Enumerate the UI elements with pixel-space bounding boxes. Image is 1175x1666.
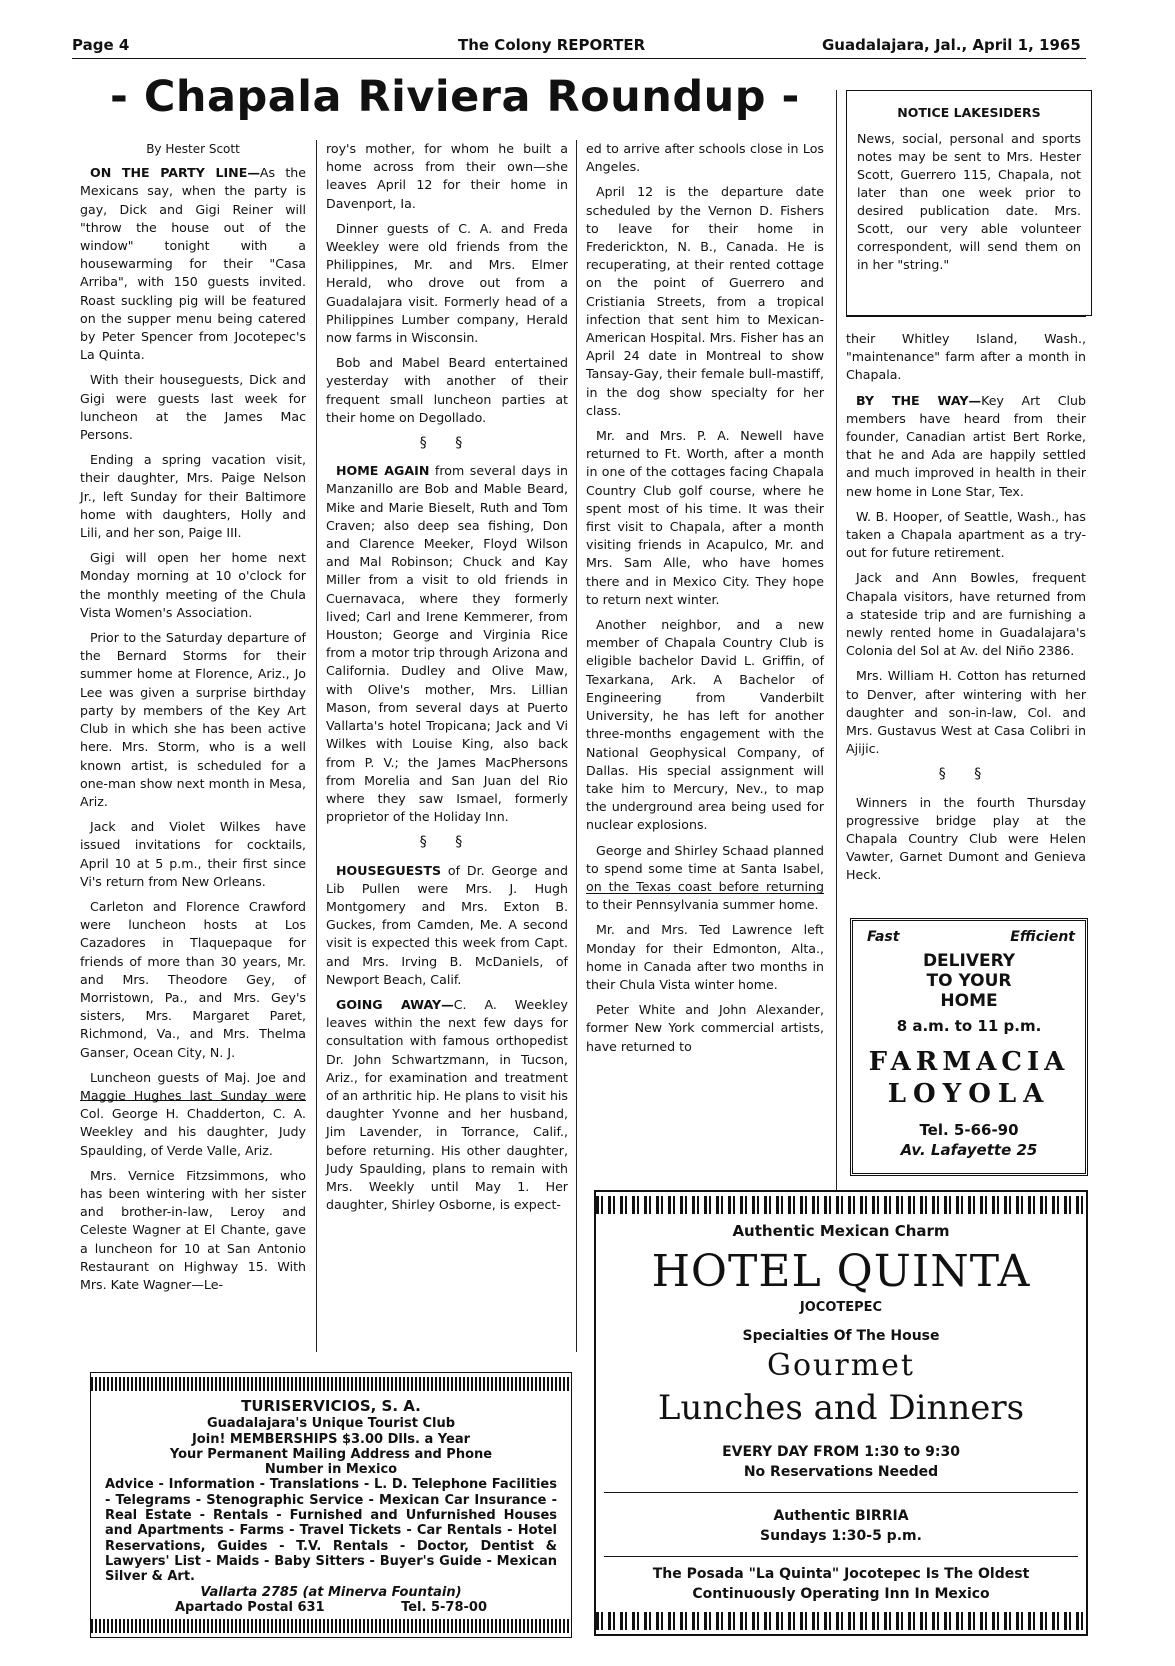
- article-paragraph: [586, 1001, 824, 1056]
- paragraph-text: As the Mexicans say, when the party is gay, Dick and Gigi Reiner will "throw the house out of the window" tonight with a housewarming for their "Casa Arriba", with 150 guests invited. Roast suckling pig will be featured on the supper menu being catered by Peter Spencer from Jocotepec's La Quinta.: [80, 165, 306, 363]
- article-paragraph: [846, 667, 1086, 758]
- section-ornament: § §: [419, 435, 475, 452]
- paragraph-text: Mrs. William H. Cotton has returned to Denver, after wintering with her daughter and son-in-law, Col. and Mrs. Gustavus West at Casa Colibri in Ajijic.: [846, 668, 1086, 757]
- article-paragraph: [80, 549, 306, 622]
- turis-tel: Tel. 5-78-00: [401, 1599, 487, 1615]
- paragraph-text: Key Art Club members have heard from their founder, Canadian artist Bert Rorke, that he and Ada are happily settled and much improved in health in their new home in Lone Star, Tex.: [846, 392, 1086, 499]
- notice-title: NOTICE LAKESIDERS: [897, 105, 1041, 120]
- ad-efficient: Efficient: [1010, 929, 1075, 945]
- article-column-2: [326, 140, 568, 1221]
- turis-line: Your Permanent Mailing Address and Phone: [169, 1446, 493, 1462]
- paragraph-kicker: HOUSEGUESTS: [336, 862, 442, 878]
- article-paragraph: [326, 140, 568, 213]
- article-paragraph: [326, 462, 568, 826]
- turis-body: [105, 1399, 557, 1615]
- hotel-birria: Authentic BIRRIA: [773, 1508, 909, 1524]
- hotel-posada-1: The Posada "La Quinta" Jocotepec Is The Oldest: [652, 1566, 1030, 1582]
- section-ornament: § §: [419, 834, 475, 851]
- article-paragraph: [80, 371, 306, 444]
- article-paragraph: [326, 354, 568, 427]
- ornament-border: [596, 1196, 1086, 1214]
- turis-name: TURISERVICIOS, S. A.: [241, 1397, 421, 1415]
- paragraph-text: roy's mother, for whom he built a home across from their own—she leaves April 12 for their home in Davenport, Ia.: [326, 141, 568, 211]
- column-paragraphs: [326, 140, 568, 1214]
- paragraph-text: Carleton and Florence Crawford were luncheon hosts at Los Cazadores in Tlaquepaque for friends of more than 30 years, Mr. and Mrs. Theodore Gey, of Morristown, Pa., and Mrs. Gey's sisters, Mrs. Margaret Paret, Richmond, Va., and Mrs. Thelma Ganser, Ocean City, N. J.: [80, 898, 306, 1060]
- turis-postal: Apartado Postal 631: [175, 1599, 325, 1615]
- article-paragraph: [846, 330, 1086, 385]
- notice-box: [846, 90, 1092, 316]
- paragraph-text: their Whitley Island, Wash., "maintenance" farm after a month in Chapala.: [846, 331, 1086, 383]
- article-paragraph: [80, 898, 306, 1062]
- article-column-4: [846, 330, 1086, 892]
- dateline: Guadalajara, Jal., April 1, 1965: [822, 36, 1081, 54]
- article-paragraph: [326, 220, 568, 347]
- paragraph-text: Peter White and John Alexander, former New York commercial artists, have returned to: [586, 1002, 824, 1054]
- header-rule: [72, 58, 1086, 59]
- paragraph-text: from several days in Manzanillo are Bob and Mable Beard, Mike and Marie Bieselt, Ruth and Tom Craven; also deep sea fishing, Don and Clarence Meeker, Floyd Wilson and Mal Robinson; Chuck and Kay Miller from a visit to old friends in Cuernavaca, where they formerly lived; Carl and Irene Kemmerer, from Houston; George and Virginia Rice from a motor trip through Arizona and California. Dudley and Olive Maw, with Olive's mother, Mrs. Lillian Mason, from several days at Puerto Vallarta's hotel Tropicana; Jack and Vi Wilkes with Louise King, also back from P. V.; the James MacPhersons from Morelia and San Juan del Rio where they saw Ismael, formerly proprietor of the Holiday Inn.: [326, 463, 568, 825]
- paragraph-kicker: GOING AWAY—: [336, 996, 454, 1012]
- article-column-3: [586, 140, 824, 1063]
- article-paragraph: [80, 1069, 306, 1160]
- paragraph-text: Mr. and Mrs. Ted Lawrence left Monday for their Edmonton, Alta., home in Canada after two months in their Chula Vista winter home.: [586, 922, 824, 992]
- ad-hours: 8 a.m. to 11 p.m.: [896, 1017, 1042, 1035]
- paragraph-text: Another neighbor, and a new member of Chapala Country Club is eligible bachelor David L. Griffin, of Texarkana, Ark. A Bachelor of Engineering from Vanderbilt University, he has left for another three-months engagement with the National Geophysical Company, of Dallas. His special assignment will take him to Mercury, Nev., to map the underground area being used for nuclear explosions.: [586, 617, 824, 833]
- turis-line: Join! MEMBERSHIPS $3.00 Dlls. a Year: [191, 1431, 471, 1447]
- article-paragraph: [586, 427, 824, 609]
- article-paragraph: [80, 629, 306, 811]
- headline: - Chapala Riviera Roundup -: [110, 72, 800, 122]
- paragraph-text: Mrs. Vernice Fitzsimmons, who has been wintering with her sister and brother-in-law, Leroy and Celeste Wagner at El Chante, gave a luncheon for 10 at San Antonio Restaurant on Highway 15. With Mrs. Kate Wagner—Le-: [80, 1167, 306, 1292]
- paragraph-text: Dinner guests of C. A. and Freda Weekley were old friends from the Philippines, Mr. and Mrs. Elmer Herald, who drove out from a Guadalajara visit. Formerly head of a Philippines Lumber company, Herald now farms in Wisconsin.: [326, 220, 568, 346]
- hotel-posada-2: Continuously Operating Inn In Mexico: [692, 1586, 990, 1602]
- turis-address: Vallarta 2785 (at Minerva Fountain): [200, 1584, 462, 1600]
- ad-to-your: TO YOUR: [926, 971, 1012, 991]
- newspaper-name: The Colony REPORTER: [458, 36, 646, 54]
- paragraph-text: April 12 is the departure date scheduled by the Vernon D. Fishers to leave for their home in Frederickton, N. B., Canada. He is recuperating, at their rented cottage on the point of Guerrero and Cristiania Streets, from a tropical infection that sent him to Mexican-American Hospital. Mrs. Fisher has an April 24 date in Montreal to show Tansay-Gay, their female bull-mastiff, in the dog show specialty for her class.: [586, 184, 824, 418]
- article-paragraph: [80, 164, 306, 364]
- paragraph-text: of Dr. George and Lib Pullen were Mrs. J. Hugh Montgomery and Mrs. Exton B. Guckes, from Camden, Me. A second visit is expected this week from Capt. and Mrs. Irving B. McDaniels, of Newport Beach, Calif.: [326, 862, 568, 987]
- ad-fast: Fast: [867, 929, 900, 945]
- hotel-lunches: Lunches and Dinners: [657, 1388, 1025, 1428]
- article-paragraph: [586, 842, 824, 915]
- turis-line: Guadalajara's Unique Tourist Club: [206, 1416, 456, 1432]
- article-paragraph: [846, 794, 1086, 885]
- article-paragraph: [586, 183, 824, 420]
- hotel-specialties: Specialties Of The House: [742, 1328, 940, 1344]
- article-paragraph: [80, 818, 306, 891]
- column-paragraphs: [846, 330, 1086, 885]
- turis-line: Number in Mexico: [264, 1462, 398, 1478]
- article-column-1: [80, 140, 306, 1301]
- ornament-border: [596, 1612, 1086, 1630]
- paragraph-text: Bob and Mabel Beard entertained yesterday with another of their frequent small luncheon parties at their home on Degollado.: [326, 355, 568, 425]
- ornament-border: [91, 1619, 571, 1633]
- article-paragraph: [80, 1167, 306, 1294]
- hotel-everyday: EVERY DAY FROM 1:30 to 9:30: [722, 1444, 960, 1460]
- ad-address: Av. Lafayette 25: [900, 1141, 1038, 1159]
- paragraph-text: Ending a spring vacation visit, their daughter, Mrs. Paige Nelson Jr., left Sunday for their Baltimore home with daughters, Holly and Lili, and her son, Paige III.: [80, 452, 306, 541]
- turis-services: Advice - Information - Translations - L. D. Telephone Facilities - Telegrams - Stenographic Service - Mexican Car Insurance - Real Estate - Rentals - Furnished and Unfurnished Houses and Apartments - Farms - Travel Tickets - Car Rentals - Hotel Reservations, Guides - T.V. Rentals - Doctor, Dentist & Lawyers' List - Maids - Baby Sitters - Buyer's Guide - Mexican Silver & Art.: [105, 1477, 557, 1585]
- column-rule: [576, 140, 577, 1352]
- ad-rule: [604, 1492, 1078, 1493]
- paragraph-kicker: HOME AGAIN: [336, 463, 430, 479]
- column-paragraphs: [80, 164, 306, 1294]
- article-paragraph: [846, 569, 1086, 660]
- article-paragraph: [586, 921, 824, 994]
- ad-rule: [604, 1556, 1078, 1557]
- column-paragraphs: [586, 140, 824, 1056]
- paragraph-text: Luncheon guests of Maj. Joe and Maggie Hughes last Sunday were Col. George H. Chadderton, C. A. Weekley and his daughter, Judy Spaulding, of Verde Valle, Ariz.: [80, 1069, 306, 1158]
- paragraph-kicker: ON THE PARTY LINE—: [90, 165, 260, 181]
- article-paragraph: [326, 862, 568, 989]
- hotel-quinta-ad: [594, 1190, 1088, 1636]
- paragraph-text: Gigi will open her home next Monday morning at 10 o'clock for the monthly meeting of the Chula Vista Women's Association.: [80, 550, 306, 620]
- paragraph-text: With their houseguests, Dick and Gigi were guests last week for luncheon at the James Mac Persons.: [80, 372, 306, 443]
- notice-body: News, social, personal and sports notes may be sent to Mrs. Hester Scott, Guerrero 115, Chapala, not later than one week prior to desired publication date. Mrs. Scott, our very able volunteer correspondent, will send them on in her "string.": [857, 131, 1081, 272]
- column-rule: [316, 140, 317, 1352]
- article-paragraph: [586, 616, 824, 834]
- article-paragraph: [846, 508, 1086, 563]
- article-paragraph: [586, 140, 824, 176]
- turiservicios-ad: [90, 1372, 572, 1638]
- paragraph-text: George and Shirley Schaad planned to spend some time at Santa Isabel, on the Texas coast before returning to their Pennsylvania summer home.: [586, 842, 824, 913]
- hotel-sundays: Sundays 1:30-5 p.m.: [760, 1528, 922, 1544]
- farmacia-ad: [850, 918, 1088, 1176]
- hotel-town: JOCOTEPEC: [799, 1300, 883, 1315]
- paragraph-text: Jack and Ann Bowles, frequent Chapala visitors, have returned from a stateside trip and are furnishing a newly rented home in Guadalajara's Colonia del Sol at Av. del Niño 2386.: [846, 570, 1086, 659]
- column-rule: [836, 90, 837, 1190]
- paragraph-text: Jack and Violet Wilkes have issued invitations for cocktails, April 10 at 5 p.m., their first since Vi's return from New Orleans.: [80, 819, 306, 889]
- article-paragraph: [846, 392, 1086, 501]
- ad-name-farmacia: FARMACIA: [868, 1047, 1070, 1077]
- page-number: Page 4: [72, 36, 130, 54]
- paragraph-text: Prior to the Saturday departure of the Bernard Storms for their summer home at Florence, Ariz., Jo Lee was given a surprise birthday party by members of the Key Art Club in which she has been active here. Mrs. Storm, who is a well known artist, is scheduled for a one-man show next month in Mesa, Ariz.: [80, 630, 306, 809]
- ad-home: HOME: [940, 991, 998, 1011]
- paragraph-text: Winners in the fourth Thursday progressive bridge play at the Chapala Country Club were Helen Vawter, Garnet Dumont and Genieva Heck.: [846, 794, 1086, 883]
- ornament-border: [91, 1377, 571, 1391]
- hotel-tagline: Authentic Mexican Charm: [732, 1222, 950, 1240]
- paragraph-text: C. A. Weekley leaves within the next few days for consultation with famous orthopedist Dr. John Schwartzmann, in Tucson, Ariz., for examination and treatment of an arthritic hip. He plans to visit his daughter Yvonne and her husband, Jim Lavender, in Torrance, Calif., before returning. His other daughter, Judy Spaulding, plans to remain with Mrs. Weekly until May 1. Her daughter, Shirley Osborne, is expect-: [326, 996, 569, 1213]
- ad-name-loyola: LOYOLA: [887, 1079, 1051, 1109]
- ad-tel: Tel. 5-66-90: [919, 1121, 1019, 1139]
- article-paragraph: [80, 451, 306, 542]
- paragraph-text: ed to arrive after schools close in Los Angeles.: [586, 141, 824, 175]
- paragraph-text: Mr. and Mrs. P. A. Newell have returned to Ft. Worth, after a month in one of the cottages facing Chapala Country Club golf course, where he spent most of his time. It was their first visit to Chapala, after a month visiting friends in Acapulco, Mr. and Mrs. Sam Alle, who have homes there and in Mexico City. They hope to return next winter.: [586, 428, 824, 607]
- hotel-name: HOTEL QUINTA: [651, 1246, 1031, 1297]
- ad-delivery: DELIVERY: [922, 951, 1016, 971]
- article-paragraph: [326, 996, 568, 1214]
- byline: By Hester Scott: [146, 142, 240, 156]
- hotel-gourmet: Gourmet: [767, 1348, 915, 1383]
- paragraph-text: W. B. Hooper, of Seattle, Wash., has taken a Chapala apartment as a try-out for future retirement.: [846, 508, 1086, 561]
- hotel-noreserv: No Reservations Needed: [743, 1464, 939, 1480]
- paragraph-kicker: BY THE WAY—: [856, 392, 982, 408]
- section-rule: [846, 316, 1086, 317]
- section-ornament: § §: [938, 766, 994, 783]
